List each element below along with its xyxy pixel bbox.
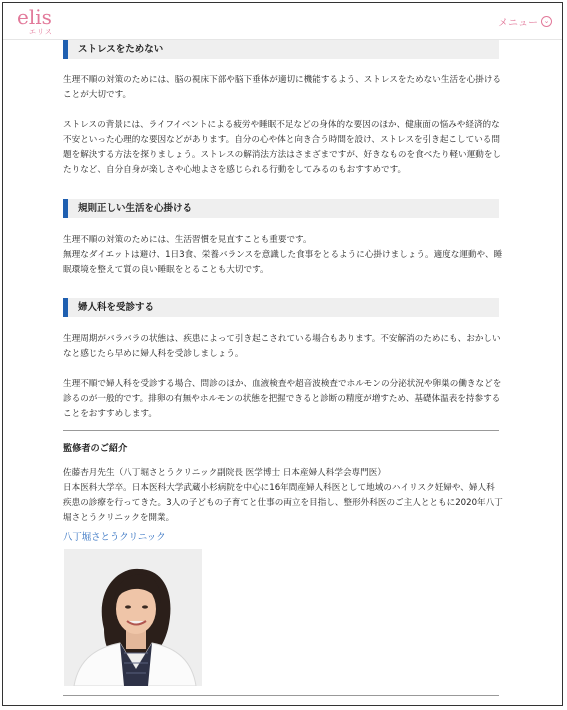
supervisor-heading: 監修者のご紹介 [63,443,128,454]
site-header [3,3,562,40]
section-heading-gynecology: 婦人科を受診する [63,298,499,317]
logo-wordmark: elis [17,5,52,29]
divider [63,430,499,431]
paragraph: 生理不順の対策のためには、脳の視床下部や脳下垂体が適切に機能するよう、ストレスをためない生活を心掛けることが大切です。 [63,75,502,100]
paragraph: 生理周期がバラバラの状態は、疾患によって引き起こされている場合もあります。不安解消のためにも、おかしいなと感じたら早めに婦人科を受診しましょう。 [63,334,501,359]
paragraph: 生理不順で婦人科を受診する場合、問診のほか、血液検査や超音波検査でホルモンの分泌状況や卵巣の働きなどを診るのが一般的です。排卵の有無やホルモンの状態を把握できると診断の精度が増すため、基礎体温表を持参することをおすすめします。 [63,379,502,419]
divider-bottom [63,695,499,696]
supervisor-photo [64,549,202,686]
logo-subtitle: エリス [29,28,53,36]
site-logo[interactable] [17,5,61,36]
clinic-link[interactable]: 八丁堀さとうクリニック [63,532,166,543]
page-frame [2,2,563,706]
section-heading-lifestyle: 規則正しい生活を心掛ける [63,199,499,218]
paragraph: ストレスの背景には、ライフイベントによる疲労や睡眠不足などの身体的な要因のほか、健康面の悩みや経済的な不安といった心理的な要因などがあります。自分の心や体と向き合う時間を設け、ストレスを引き起こしている問題を解決する方法を探りましょう。ストレスの解消法方法はさまざまですが、好きなものを食べたり軽い運動をしたりなど、自分自身が楽しさや心地よさを感じられる行動をしてみるのもおすすめです。 [63,120,502,175]
paragraph: 生理不順の対策のためには、生活習慣を見直すことも重要です。 無理なダイエットは避け、1日3食、栄養バランスを意識した食事をとるように心掛けましょう。適度な運動や、睡眠環境を整えて質の良い睡眠をとることも大切です。 [63,235,503,275]
supervisor-bio: 佐藤杏月先生（八丁堀さとうクリニック副院長 医学博士 日本産婦人科学会専門医） 日本医科大学卒。日本医科大学武蔵小杉病院を中心に16年間産婦人科医として地域のハイリスク妊婦や、婦人科疾患の診療を行ってきた。3人の子どもの子育てと仕事の両立を目指し、整形外科医のご主人とともに2020年八丁堀さとうクリニックを開業。 [63,468,503,523]
supervisor-portrait [64,549,202,686]
menu-label: メニュー [498,17,538,29]
menu-button[interactable] [498,14,552,28]
chevron-down-icon: ⌄ [541,16,552,27]
section-heading-stress: ストレスをためない [63,40,499,59]
